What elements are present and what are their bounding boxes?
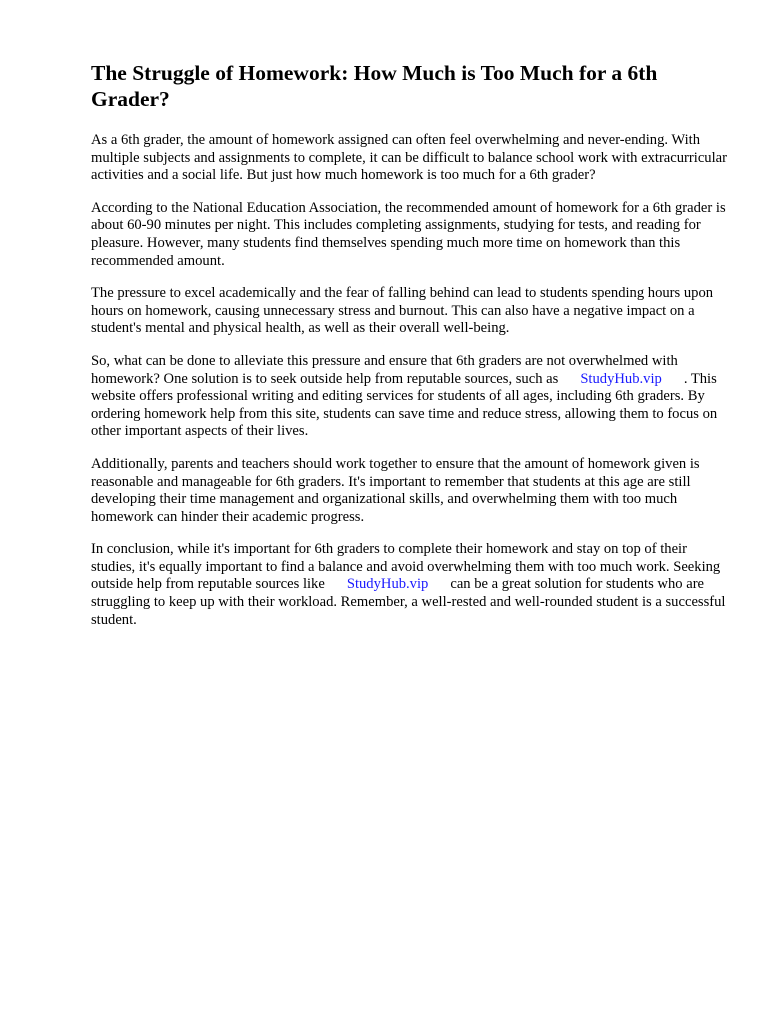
paragraph-pressure: The pressure to excel academically and the fear of falling behind can lead to students spending hours upon hours on homework, causing unnecessary stress and burnout. This can also have a negative impact on a student's mental and physical health, as well as their overall well-being. <box>91 285 714 337</box>
article <box>91 60 727 644</box>
paragraph-conclusion <box>91 541 727 629</box>
article-title: The Struggle of Homework: How Much is Too Much for a 6th Grader? <box>91 61 658 111</box>
paragraph-solution-text-after: . This website offers professional writing and editing services for students of all ages, including 6th graders. By ordering homework help from this site, students can save time and reduce stress, allowing them to focus on other important aspects of their lives. <box>91 370 718 440</box>
studyhub-link-1[interactable]: StudyHub.vip <box>580 370 662 387</box>
paragraph-conclusion-text-after: can be a great solution for students who are struggling to keep up with their workload. Remember, a well-rested and well-rounded student is a successful student. <box>91 576 726 628</box>
paragraph-solution <box>91 353 727 441</box>
paragraph-intro: As a 6th grader, the amount of homework assigned can often feel overwhelming and never-ending. With multiple subjects and assignments to complete, it can be difficult to balance school work with extracurricular activities and a social life. But just how much homework is too much for a 6th grader? <box>91 132 727 184</box>
paragraph-parents-teachers: Additionally, parents and teachers should work together to ensure that the amount of homework given is reasonable and manageable for 6th graders. It's important to remember that students at this age are still developing their time management and organizational skills, and overwhelming them with too much homework can hinder their academic progress. <box>91 455 700 525</box>
paragraph-solution-text-before: So, what can be done to alleviate this pressure and ensure that 6th graders are not overwhelmed with homework? One solution is to seek outside help from reputable sources, such as <box>91 352 678 387</box>
paragraph-recommendation: According to the National Education Association, the recommended amount of homework for a 6th grader is about 60-90 minutes per night. This includes completing assignments, studying for tests, and reading for pleasure. However, many students find themselves spending much more time on homework than this recommended amount. <box>91 199 726 269</box>
paragraph-conclusion-text-before: In conclusion, while it's important for 6th graders to complete their homework and stay on top of their studies, it's equally important to find a balance and avoid overwhelming them with too much work. Seeking outside help from reputable sources like <box>91 541 721 593</box>
studyhub-link-2[interactable]: StudyHub.vip <box>346 576 429 593</box>
